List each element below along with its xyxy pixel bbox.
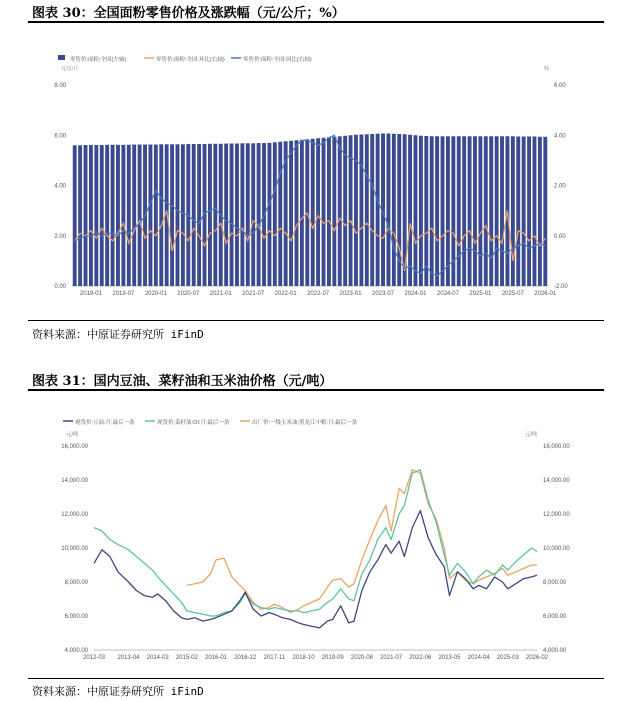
- x-tick-label: 2023-01: [339, 291, 362, 297]
- legend-label: 出厂价:一级玉米油:黑龙江中粮:月:最后一条: [252, 420, 358, 426]
- legend-label: 现货价:豆油:月:最后一条: [75, 420, 135, 426]
- x-tick-label: 2017-11: [263, 655, 286, 661]
- y-right-tick-label: 4.00: [554, 133, 566, 140]
- y-right-tick-label: 10,000.00: [543, 546, 570, 552]
- bar: [408, 135, 412, 286]
- x-tick-label: 2015-02: [175, 655, 198, 661]
- bar: [154, 145, 158, 286]
- x-tick-label: 2026-01: [534, 291, 557, 297]
- bar: [105, 145, 109, 286]
- bar: [516, 137, 520, 286]
- bar: [446, 136, 450, 286]
- bar: [246, 143, 250, 286]
- bar: [468, 136, 472, 286]
- x-tick-label: 2024-04: [467, 655, 490, 661]
- x-tick-label: 2024-07: [436, 291, 459, 297]
- figure-30-source: 资料来源：中原证券研究所 iFinD: [32, 328, 204, 341]
- x-tick-label: 2022-06: [409, 655, 432, 661]
- x-tick-label: 2019-01: [79, 291, 102, 297]
- bar: [181, 144, 185, 286]
- chart-flour-price: [28, 24, 604, 320]
- bar: [343, 136, 347, 286]
- bar: [111, 145, 115, 286]
- x-tick-label: 2022-01: [274, 291, 297, 297]
- bar: [359, 134, 363, 286]
- y-right-tick-label: 8,000.00: [543, 580, 567, 586]
- bar: [73, 145, 77, 286]
- bar: [500, 136, 504, 286]
- bar: [511, 136, 515, 286]
- bar: [489, 136, 493, 286]
- bar: [441, 136, 445, 286]
- bar: [473, 136, 477, 286]
- bar: [89, 145, 93, 286]
- y-left-tick-label: 8.00: [54, 83, 66, 89]
- x-tick-label: 2020-01: [144, 291, 167, 297]
- y-right-tick-label: 6,000.00: [543, 614, 567, 620]
- y-left-tick-label: 16,000.00: [61, 444, 88, 450]
- x-tick-label: 2012-03: [82, 655, 106, 661]
- bar: [84, 145, 88, 286]
- x-tick-label: 2016-12: [234, 655, 257, 661]
- bar: [435, 136, 439, 286]
- legend-label: 零售价:面粉:全国:同比(右轴): [243, 57, 312, 63]
- left-axis-unit: 元/公斤: [61, 66, 80, 72]
- legend-label: 零售价:面粉:全国(左轴): [70, 57, 127, 63]
- bar: [376, 134, 380, 286]
- y-left-tick-label: 8,000.00: [64, 580, 88, 586]
- bar: [116, 145, 120, 286]
- bar: [457, 136, 461, 286]
- bar: [132, 145, 136, 286]
- legend-swatch: [58, 55, 65, 60]
- x-tick-label: 2014-03: [146, 655, 169, 661]
- bar: [495, 136, 499, 286]
- y-left-tick-label: 6.00: [54, 133, 66, 140]
- bar: [527, 137, 531, 286]
- x-tick-label: 2021-01: [209, 291, 232, 297]
- bar: [316, 138, 320, 286]
- y-left-tick-label: 6,000.00: [64, 614, 88, 620]
- x-tick-label: 2022-07: [307, 291, 330, 297]
- y-left-tick-label: 14,000.00: [61, 478, 88, 484]
- x-tick-label: 2019-09: [321, 655, 344, 661]
- x-tick-label: 2020-07: [177, 291, 200, 297]
- x-tick-label: 2025-03: [496, 655, 519, 661]
- x-tick-label: 2020-08: [350, 655, 373, 661]
- bar: [300, 140, 304, 286]
- x-tick-label: 2021-07: [380, 655, 403, 661]
- bar: [170, 144, 174, 286]
- bar: [451, 136, 455, 286]
- figure-31-title: 图表 31：国内豆油、菜籽油和玉米油价格（元/吨）: [32, 374, 333, 389]
- x-tick-label: 2019-07: [112, 291, 135, 297]
- bar: [478, 136, 482, 286]
- y-right-tick-label: 4,000.00: [543, 648, 567, 654]
- y-right-tick-label: 2.00: [554, 183, 566, 190]
- bar: [251, 143, 255, 286]
- bar: [235, 144, 239, 286]
- bar: [462, 136, 466, 286]
- x-tick-label: 2023-07: [372, 291, 395, 297]
- x-tick-label: 2025-07: [501, 291, 524, 297]
- bar: [295, 140, 299, 286]
- x-tick-label: 2018-10: [292, 655, 315, 661]
- right-axis-unit: %: [544, 66, 549, 72]
- bar: [208, 144, 212, 286]
- bar: [327, 137, 331, 286]
- bar: [273, 142, 277, 286]
- x-tick-label: 2021-07: [242, 291, 265, 297]
- bar: [176, 144, 180, 286]
- bar: [127, 145, 131, 286]
- bar: [332, 137, 336, 286]
- bar: [533, 137, 537, 286]
- bar: [338, 136, 342, 286]
- bar: [267, 143, 271, 286]
- x-tick-label: 2016-01: [205, 655, 228, 661]
- bar: [224, 144, 228, 286]
- bar: [197, 144, 201, 286]
- bar: [424, 136, 428, 286]
- bar: [543, 137, 547, 286]
- figure-30-top-rule: [28, 21, 604, 23]
- bar: [257, 143, 261, 286]
- figure-31-top-rule: [28, 389, 604, 391]
- y-left-tick-label: 2.00: [54, 233, 66, 240]
- bar: [484, 136, 488, 286]
- x-tick-label: 2024-01: [404, 291, 427, 297]
- figure-30-bottom-rule: [28, 320, 604, 321]
- left-axis-unit: 元/吨: [66, 432, 79, 438]
- series-line: [94, 470, 537, 616]
- figure-31-bottom-rule: [28, 678, 604, 679]
- bar: [370, 134, 374, 286]
- bar: [192, 144, 196, 286]
- figure-31-source: 资料来源：中原证券研究所 iFinD: [32, 685, 204, 698]
- y-right-tick-label: 6.00: [554, 83, 566, 89]
- bar: [322, 138, 326, 286]
- bar: [386, 133, 390, 286]
- bar: [289, 141, 293, 286]
- bar: [213, 144, 217, 286]
- y-left-tick-label: 0.00: [54, 284, 66, 290]
- legend-label: 零售价:面粉:全国:环比(右轴): [156, 57, 225, 63]
- bar: [311, 139, 315, 286]
- legend-label: 现货价:菜籽油:OI:月:最后一条: [157, 420, 230, 426]
- y-right-tick-label: 16,000.00: [543, 444, 570, 450]
- bar: [78, 145, 82, 286]
- figure-30-title: 图表 30：全国面粉零售价格及涨跌幅（元/公斤；%）: [32, 6, 345, 21]
- bar: [414, 135, 418, 286]
- y-left-tick-label: 12,000.00: [61, 512, 88, 518]
- bar: [94, 145, 98, 286]
- bar: [138, 145, 142, 286]
- bar: [419, 136, 423, 286]
- bar: [430, 136, 434, 286]
- y-right-tick-label: 12,000.00: [543, 512, 570, 518]
- y-right-tick-label: 14,000.00: [543, 478, 570, 484]
- x-tick-label: 2013-04: [117, 655, 140, 661]
- bar: [392, 134, 396, 286]
- y-left-tick-label: 4,000.00: [64, 648, 88, 654]
- chart-edible-oil-price: [28, 392, 604, 678]
- x-tick-label: 2025-01: [469, 291, 492, 297]
- bar: [278, 142, 282, 286]
- x-tick-label: 2023-05: [438, 655, 461, 661]
- bar: [354, 135, 358, 286]
- y-left-tick-label: 10,000.00: [61, 546, 88, 552]
- bar: [240, 143, 244, 286]
- x-tick-label: 2026-02: [525, 655, 549, 661]
- bar: [522, 137, 526, 286]
- y-right-tick-label: -2.00: [554, 284, 568, 290]
- bar: [159, 144, 163, 286]
- bar: [230, 144, 234, 286]
- bar: [121, 145, 125, 286]
- bar: [365, 134, 369, 286]
- bar: [100, 145, 104, 286]
- y-left-tick-label: 4.00: [54, 183, 66, 190]
- bar: [148, 145, 152, 286]
- bar: [538, 137, 542, 286]
- y-right-tick-label: 0.00: [554, 233, 566, 240]
- right-axis-unit: 元/吨: [525, 432, 538, 438]
